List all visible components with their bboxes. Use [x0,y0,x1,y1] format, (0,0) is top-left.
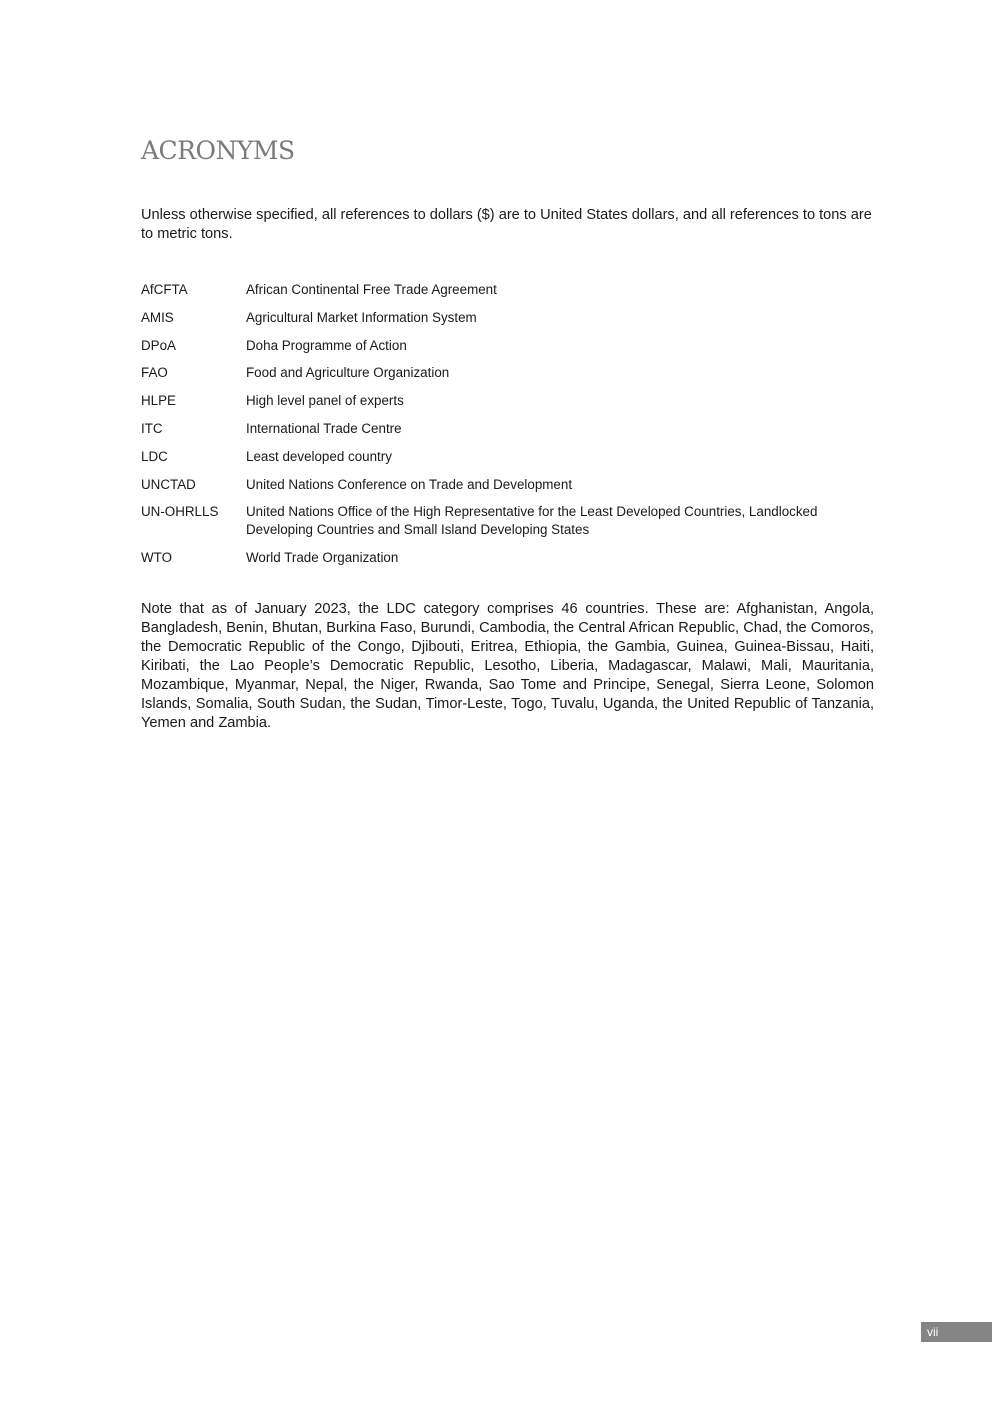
acronym-abbr: LDC [141,448,168,464]
acronym-abbr: UN-OHRLLS [141,504,219,520]
acronym-row [141,281,874,299]
acronym-row [141,392,874,410]
acronym-definition: International Trade Centre [246,420,402,436]
acronym-definition: United Nations Conference on Trade and Development [246,476,573,492]
acronym-row [141,476,874,494]
acronym-row [141,420,874,438]
acronym-abbr: HLPE [141,393,176,409]
acronym-list [141,281,874,577]
acronym-abbr: DPoA [141,337,176,353]
acronym-abbr: FAO [141,365,168,381]
acronym-row [141,503,874,539]
acronym-abbr: AMIS [141,309,174,325]
acronym-row [141,448,874,466]
acronym-definition: World Trade Organization [246,550,399,566]
acronym-definition: Agricultural Market Information System [246,309,477,325]
acronym-abbr: ITC [141,420,163,436]
acronym-row [141,337,874,355]
acronym-abbr: AfCFTA [141,282,188,297]
page-number: vii [921,1322,992,1342]
acronym-definition: Least developed country [246,448,392,464]
intro-paragraph: Unless otherwise specified, all references to dollars ($) are to United States dollars, and all references to tons are to metric tons. [141,207,872,242]
acronym-definition: African Continental Free Trade Agreement [246,282,497,297]
acronym-definition: Doha Programme of Action [246,337,407,353]
acronym-definition: Food and Agriculture Organization [246,365,450,381]
acronym-abbr: UNCTAD [141,476,196,492]
acronym-row [141,549,874,567]
acronym-abbr: WTO [141,550,172,566]
acronym-row [141,364,874,382]
acronym-definition: United Nations Office of the High Representative for the Least Developed Countries, Landlocked Developing Countries and Small Island Developing States [246,504,818,538]
acronym-definition: High level panel of experts [246,393,404,409]
page-title: ACRONYMS [141,136,295,165]
ldc-note-paragraph: Note that as of January 2023, the LDC category comprises 46 countries. These are: Afghanistan, Angola, Bangladesh, Benin, Bhutan, Burkina Faso, Burundi, Cambodia, the Central African Republic, Chad, the Comoros, the Democratic Republic of the Congo, Djibouti, Eritrea, Ethiopia, the Gambia, Guinea, Guinea-Bissau, Haiti, Kiribati, the Lao People’s Democratic Republic, Lesotho, Liberia, Madagascar, Malawi, Mali, Mauritania, Mozambique, Myanmar, Nepal, the Niger, Rwanda, Sao Tome and Principe, Senegal, Sierra Leone, Solomon Islands, Somalia, South Sudan, the Sudan, Timor-Leste, Togo, Tuvalu, Uganda, the United Republic of Tanzania, Yemen and Zambia. [141,601,874,731]
acronym-row [141,309,874,327]
